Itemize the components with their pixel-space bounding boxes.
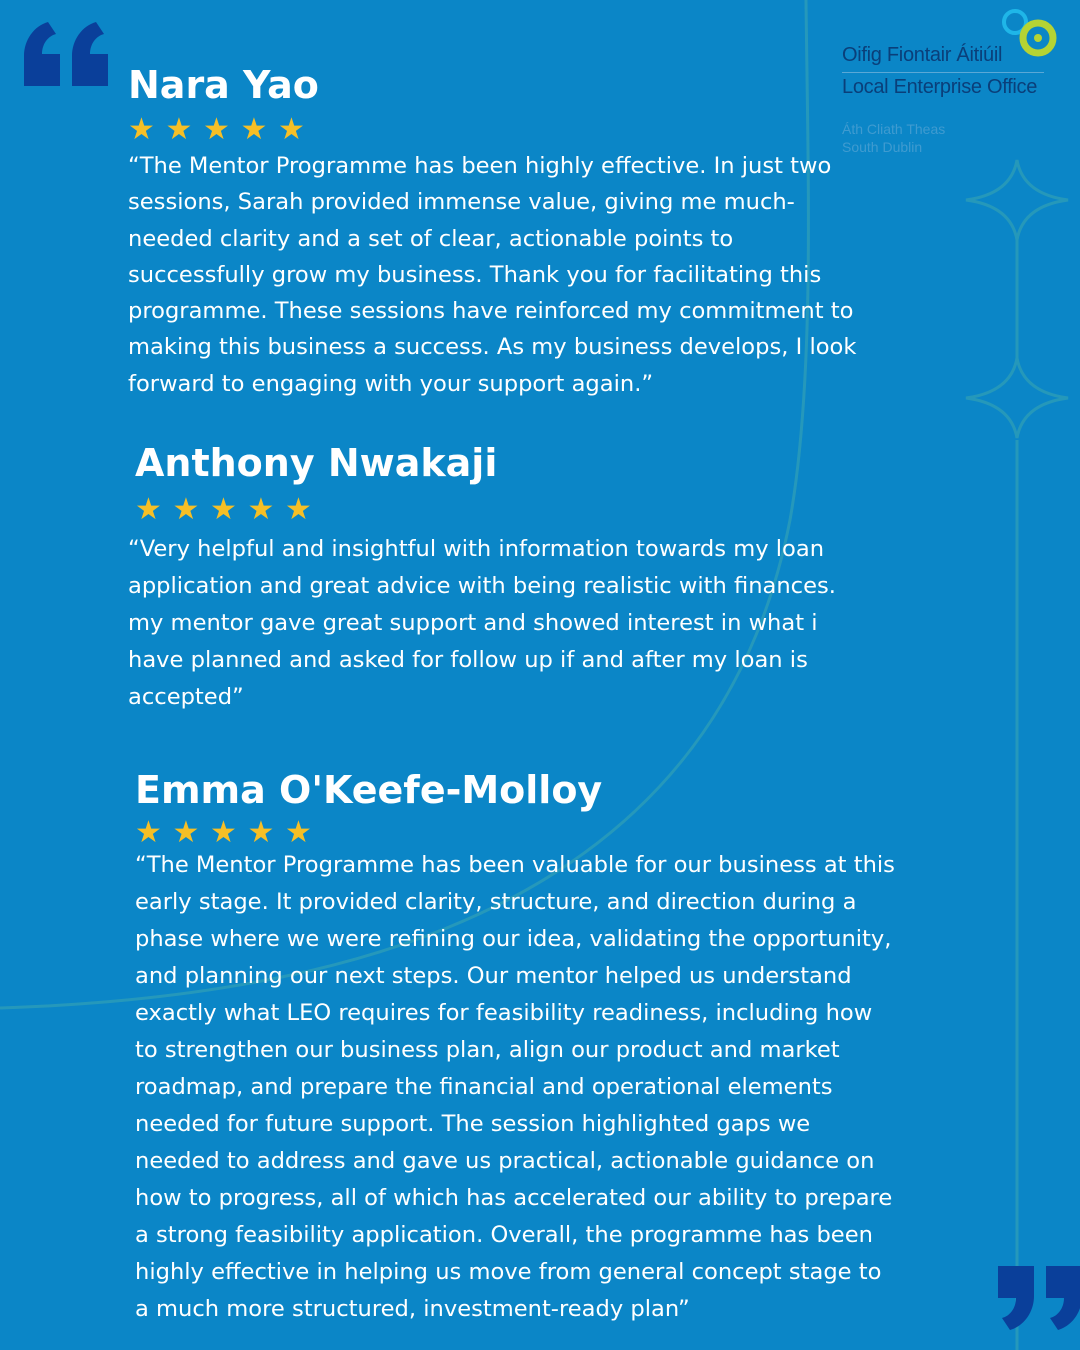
star-rating xyxy=(135,815,895,851)
star-icon: ★ xyxy=(172,815,202,850)
text-line: needed clarity and a set of clear, actionable points to xyxy=(128,225,734,252)
logo-divider xyxy=(842,72,1044,73)
text-line: and planning our next steps. Our mentor helped us understand xyxy=(135,963,852,989)
star-icon: ★ xyxy=(247,492,277,527)
text-line: application and great advice with being realistic with finances. xyxy=(128,573,836,599)
star-icon: ★ xyxy=(165,112,195,147)
testimonial-emma-okeefe-molloy xyxy=(135,767,895,1328)
star-icon: ★ xyxy=(285,492,314,527)
text-line: a strong feasibility application. Overall, the programme has been xyxy=(135,1222,873,1248)
text-line: accepted” xyxy=(128,684,244,710)
text-line: making this business a success. As my business develops, I look xyxy=(128,334,857,361)
text-line: to strengthen our business plan, align our product and market xyxy=(135,1037,840,1063)
text-line: programme. These sessions have reinforced my commitment to xyxy=(128,298,854,325)
text-line: roadmap, and prepare the financial and operational elements xyxy=(135,1074,833,1100)
star-rating xyxy=(128,112,856,148)
testimonial-anthony-nwakaji xyxy=(128,440,836,716)
text-line: forward to engaging with your support again.” xyxy=(128,370,654,397)
testimonial-text xyxy=(135,847,895,1328)
leo-logo-icon xyxy=(1000,8,1060,60)
logo-area-english: South Dublin xyxy=(842,139,923,155)
open-quote-icon xyxy=(22,20,112,90)
testimonial-text xyxy=(128,531,836,716)
reviewer-name: Emma O'Keefe-Molloy xyxy=(135,768,603,812)
close-quote-icon xyxy=(998,1262,1080,1332)
text-line: how to progress, all of which has accelerated our ability to prepare xyxy=(135,1185,893,1211)
text-line: have planned and asked for follow up if and after my loan is xyxy=(128,647,808,673)
text-line: needed to address and gave us practical, actionable guidance on xyxy=(135,1148,875,1174)
star-icon: ★ xyxy=(128,112,157,147)
testimonial-nara-yao xyxy=(128,62,856,402)
star-icon: ★ xyxy=(247,815,277,850)
star-rating xyxy=(128,492,836,528)
logo-area-irish: Áth Cliath Theas xyxy=(842,121,946,137)
text-line: successfully grow my business. Thank you for facilitating this xyxy=(128,261,822,288)
text-line: phase where we were refining our idea, validating the opportunity, xyxy=(135,926,892,952)
logo-name-english: Local Enterprise Office xyxy=(842,76,1038,98)
text-line: “Very helpful and insightful with information towards my loan xyxy=(128,536,825,562)
star-icon: ★ xyxy=(278,112,307,147)
testimonial-text xyxy=(128,148,856,402)
star-icon: ★ xyxy=(240,112,270,147)
star-icon: ★ xyxy=(203,112,232,147)
star-icon: ★ xyxy=(135,815,164,850)
text-line: highly effective in helping us move from general concept stage to xyxy=(135,1259,882,1285)
star-icon: ★ xyxy=(210,492,239,527)
leo-logo[interactable] xyxy=(842,8,1062,158)
star-icon: ★ xyxy=(172,492,202,527)
text-line: early stage. It provided clarity, structure, and direction during a xyxy=(135,889,857,915)
text-line: needed for future support. The session highlighted gaps we xyxy=(135,1111,811,1137)
reviewer-name: Anthony Nwakaji xyxy=(135,441,498,485)
logo-area xyxy=(842,120,945,156)
text-line: “The Mentor Programme has been highly effective. In just two xyxy=(128,153,832,179)
reviewer-name: Nara Yao xyxy=(128,63,319,107)
star-icon: ★ xyxy=(135,492,164,527)
text-line: sessions, Sarah provided immense value, giving me much- xyxy=(128,189,795,216)
text-line: a much more structured, investment-ready plan” xyxy=(135,1296,690,1322)
text-line: my mentor gave great support and showed interest in what i xyxy=(128,610,818,636)
logo-name-irish: Oifig Fiontair Áitiúil xyxy=(842,44,1003,66)
star-icon: ★ xyxy=(285,815,314,850)
star-icon: ★ xyxy=(210,815,239,850)
text-line: exactly what LEO requires for feasibility readiness, including how xyxy=(135,1000,873,1026)
text-line: “The Mentor Programme has been valuable for our business at this xyxy=(135,852,895,878)
